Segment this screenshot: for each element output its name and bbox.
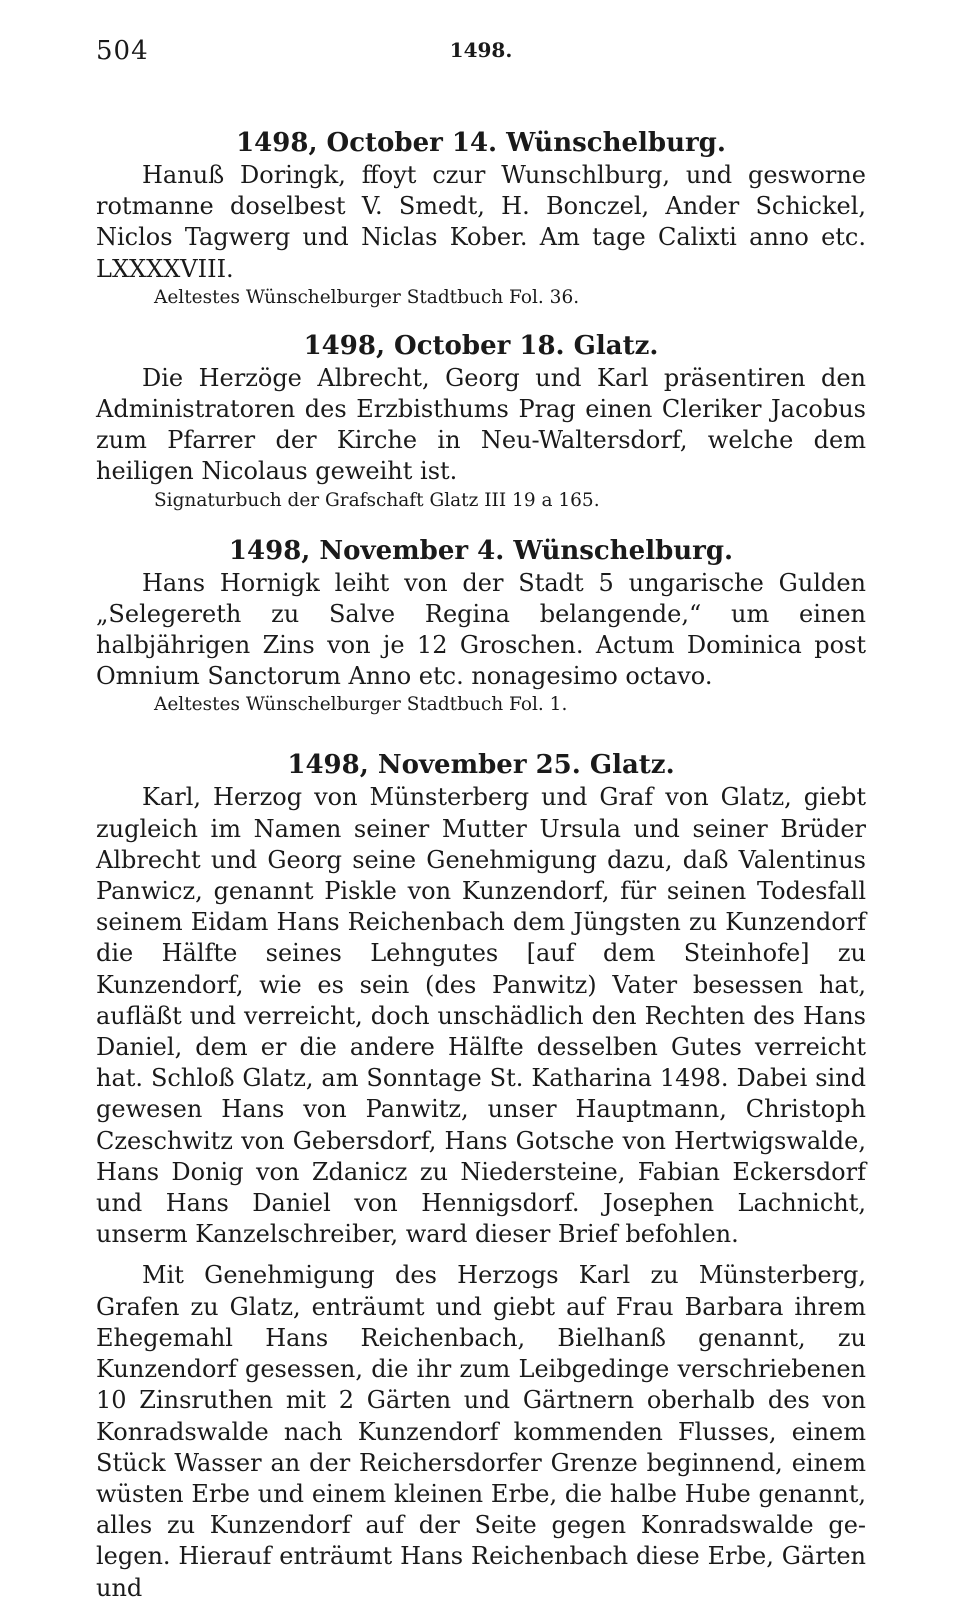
document-page: [96, 30, 866, 1604]
running-head: 1498.: [449, 38, 513, 62]
page-number: 504: [96, 36, 149, 66]
source-citation: Aeltestes Wünschelburger Stadtbuch Fol. 36.: [154, 286, 580, 308]
entry-1498-october-18: [96, 329, 866, 514]
entry-heading: 1498, November 25. Glatz.: [287, 750, 675, 781]
source-citation: Signaturbuch der Grafschaft Glatz III 19 a 165.: [154, 489, 600, 511]
entry-text: Hans Hornigk leiht von der Stadt 5 ungarische Gulden „Selegereth zu Salve Regina belangende,“ um einen halbjährigen Zins von je 12 Groschen. Actum Dominica post Omnium Sanctorum Anno etc. nonagesimo octavo.: [96, 568, 866, 691]
entry-text: Karl, Herzog von Münsterberg und Graf von Glatz, giebt zugleich im Namen seiner Mutter Ursula und seiner Brüder Albrecht und Georg seine Genehmigung dazu, daß Valentinus Panwicz, genannt Piskle von Kunzendorf, für seinen Todesfall seinem Eidam Hans Reichenbach dem Jüngsten zu Kunzendorf die Hälfte seines Lehngutes [auf dem Steinhofe] zu Kunzendorf, wie es sein (des Panwitz) Vater besessen hat, aufläßt und verreicht, doch unschädlich den Rechten des Hans Daniel, dem er die andere Hälfte desselben Gutes verreicht hat. Schloß Glatz, am Sonntage St. Katharina 1498. Dabei sind gewesen Hans von Panwitz, unser Hauptmann, Christoph Czeschwitz von Gebersdorf, Hans Gotsche von Hertwigswalde, Hans Donig von Zdanicz zu Niedersteine, Fabian Eckersdorf und Hans Daniel von Hennigsdorf. Josephen Lachnicht, unserm Kanzelschreiber, ward dieser Brief befohlen.: [96, 783, 866, 1249]
entry-1498-october-14: [96, 126, 866, 311]
entry-text: Hanuß Doringk, ffoyt czur Wunschlburg, und gesworne rotmanne doselbest V. Smedt, H. Bonczel, Ander Schickel, Niclos Tagwerg und Niclas Kober. Am tage Calixti anno etc. LXXXXVIII.: [96, 161, 866, 283]
entry-heading: 1498, October 14. Wünschelburg.: [236, 128, 726, 158]
source-citation: Aeltestes Wünschelburger Stadtbuch Fol. 1.: [154, 694, 568, 716]
entry-text: Die Herzöge Albrecht, Georg und Karl präsentiren den Administratoren des Erzbisthums Prag einen Cleriker Jacobus zum Pfarrer der Kirche in Neu-Waltersdorf, welche dem heiligen Nicolaus geweiht ist.: [96, 363, 866, 486]
entry-heading: 1498, November 4. Wünschelburg.: [228, 535, 734, 566]
entry-heading: 1498, October 18. Glatz.: [303, 330, 659, 361]
entry-text: Mit Genehmigung des Herzogs Karl zu Münsterberg, Grafen zu Glatz, enträumt und giebt auf Frau Barbara ihrem Ehegemahl Hans Reichenbach, Bielhanß genannt, zu Kunzendorf gesessen, die ihr zum Leibgedinge verschriebenen 10 Zinsruthen mit 2 Gärten und Gärtnern oberhalb des von Konradswalde nach Kunzendorf kommenden Flusses, einem Stück Wasser an der Reichersdorfer Grenze beginnend, einem wüsten Erbe und einem kleinen Erbe, die halbe Hube genannt, alles zu Kunzendorf auf der Seite gegen Konradswalde gelegen. Hierauf enträumt Hans Reichenbach diese Erbe, Gärten und: [96, 1261, 866, 1602]
entry-1498-november-4: [96, 534, 866, 719]
page-header: [96, 30, 866, 70]
entry-1498-november-25: [96, 748, 866, 1603]
